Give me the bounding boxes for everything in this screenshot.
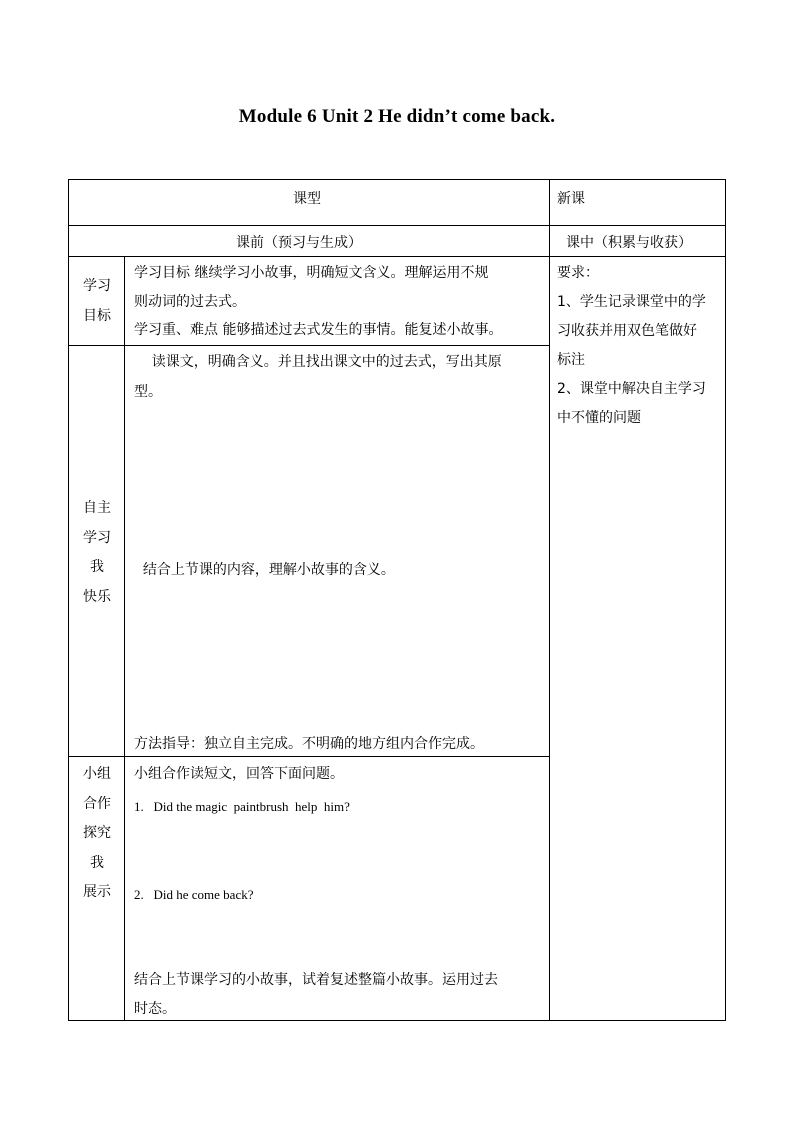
in-class-heading: 课中（积累与收获） xyxy=(566,235,692,251)
group-intro: 小组合作读短文，回答下面问题。 xyxy=(134,766,344,782)
document-title: Module 6 Unit 2 He didn’t come back. xyxy=(238,106,556,127)
question-1: 1. Did the magic paintbrush help him? xyxy=(134,799,350,814)
goals-line: 则动词的过去式。 xyxy=(134,294,246,310)
group-task: 结合上节课学习的小故事，试着复述整篇小故事。运用过去 xyxy=(134,972,498,988)
self-study-task: 结合上节课的内容，理解小故事的含义。 xyxy=(134,562,395,578)
self-study-label: 自主 学习 我 快乐 xyxy=(83,500,111,605)
group-task: 时态。 xyxy=(134,1001,176,1017)
question-2: 2. Did he come back? xyxy=(134,887,254,902)
requirements-line: 要求： xyxy=(557,265,599,281)
goals-label: 学习 目标 xyxy=(83,278,111,324)
self-study-task: 读课文，明确含义。并且找出课文中的过去式，写出其原 xyxy=(134,354,502,370)
requirements-line: 1、学生记录课堂中的学 xyxy=(557,294,706,310)
requirements-line: 2、课堂中解决自主学习 xyxy=(557,381,706,397)
method-guidance: 方法指导：独立自主完成。不明确的地方组内合作完成。 xyxy=(134,736,484,752)
requirements-line: 中不懂的问题 xyxy=(557,410,641,426)
pre-class-heading: 课前（预习与生成） xyxy=(236,235,362,251)
requirements-line: 标注 xyxy=(557,352,585,368)
goals-line: 学习目标 继续学习小故事，明确短文含义。理解运用不规 xyxy=(134,265,489,281)
goals-line: 学习重、难点 能够描述过去式发生的事情。能复述小故事。 xyxy=(134,322,503,338)
group-label: 小组 合作 探究 我 展示 xyxy=(83,766,111,900)
course-type-value: 新课 xyxy=(557,191,585,207)
requirements-line: 习收获并用双色笔做好 xyxy=(557,323,697,339)
self-study-task: 型。 xyxy=(134,384,162,400)
course-type-label: 课型 xyxy=(293,191,321,207)
